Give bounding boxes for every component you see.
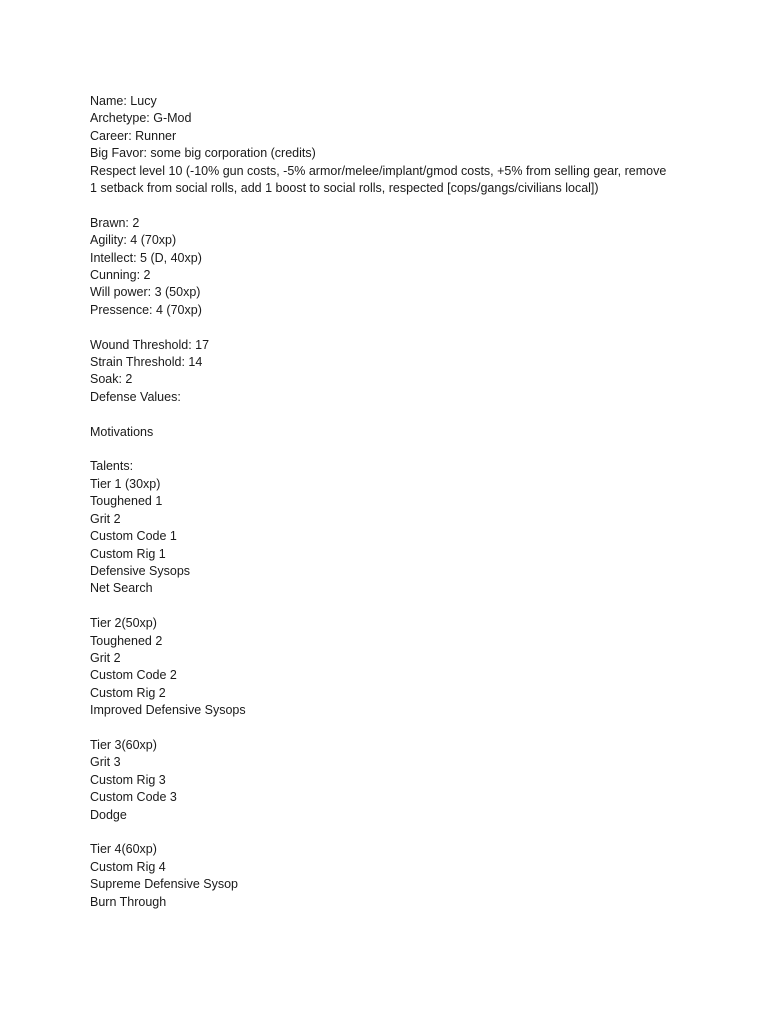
talent-item: Supreme Defensive Sysop [90,877,238,892]
blank-line [90,598,690,615]
tier1-heading: Tier 1 (30xp) [90,476,161,491]
talent-item: Custom Code 3 [90,790,177,805]
talent-item: Custom Code 2 [90,668,177,683]
name-line: Name: Lucy [90,94,157,108]
talents-heading: Talents: [90,459,134,474]
wound-threshold: Wound Threshold: 17 [90,337,210,352]
motivations-heading: Motivations [90,424,154,439]
characteristic-brawn: Brawn: 2 [90,215,140,230]
talent-item: Grit 2 [90,650,121,665]
talent-item: Grit 3 [90,755,121,770]
characteristic-agility: Agility: 4 (70xp) [90,233,177,248]
talent-item: Toughened 2 [90,633,163,648]
characteristic-cunning: Cunning: 2 [90,268,151,283]
talent-item: Custom Rig 4 [90,859,166,874]
talent-item: Custom Rig 2 [90,685,166,700]
characteristic-intellect: Intellect: 5 (D, 40xp) [90,250,202,265]
talent-item: Toughened 1 [90,494,163,509]
talent-item: Grit 2 [90,511,121,526]
blank-line [90,720,690,737]
strain-threshold: Strain Threshold: 14 [90,355,203,370]
talent-item: Net Search [90,581,153,596]
career-line: Career: Runner [90,128,177,143]
blank-line [90,441,690,458]
characteristic-willpower: Will power: 3 (50xp) [90,285,201,300]
respect-line-1: Respect level 10 (-10% gun costs, -5% armor/melee/implant/gmod costs, +5% from selling gear, remove [90,163,667,178]
soak: Soak: 2 [90,372,133,387]
talent-item: Dodge [90,807,127,822]
respect-line-2: 1 setback from social rolls, add 1 boost to social rolls, respected [cops/gangs/civilians local]) [90,181,599,196]
archetype-line: Archetype: G-Mod [90,111,192,126]
talent-item: Improved Defensive Sysops [90,703,246,718]
blank-line [90,319,690,336]
blank-line [90,197,690,214]
defense-values: Defense Values: [90,389,181,404]
tier3-heading: Tier 3(60xp) [90,737,157,752]
talent-item: Custom Rig 3 [90,772,166,787]
characteristic-presence: Pressence: 4 (70xp) [90,302,202,317]
talent-item: Custom Rig 1 [90,546,166,561]
tier4-heading: Tier 4(60xp) [90,842,157,857]
document-page [90,93,690,911]
talent-item: Defensive Sysops [90,563,191,578]
blank-line [90,406,690,423]
blank-line [90,824,690,841]
talent-item: Custom Code 1 [90,529,177,544]
talent-item: Burn Through [90,894,167,909]
tier2-heading: Tier 2(50xp) [90,616,157,631]
big-favor-line: Big Favor: some big corporation (credits) [90,146,316,161]
